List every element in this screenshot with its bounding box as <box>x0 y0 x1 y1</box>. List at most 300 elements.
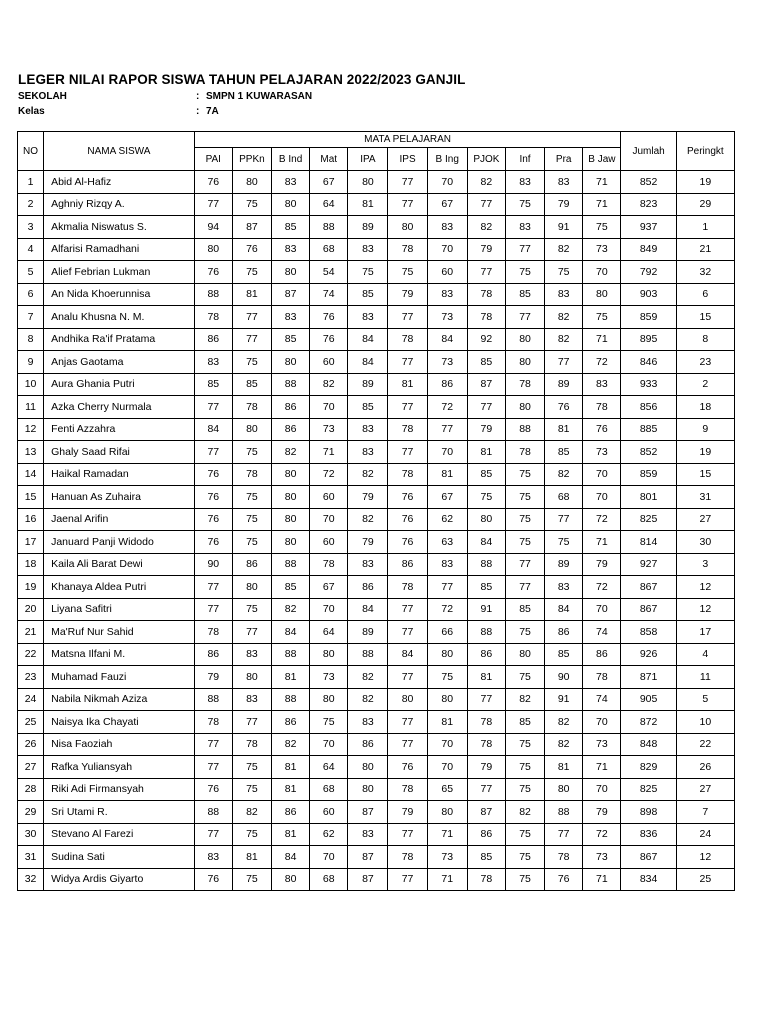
cell-score: 81 <box>388 373 427 396</box>
cell-score: 83 <box>505 216 544 239</box>
cell-jumlah: 825 <box>621 778 676 801</box>
cell-score: 64 <box>310 621 348 644</box>
cell-score: 88 <box>467 553 505 576</box>
table-row <box>18 328 735 351</box>
cell-score: 87 <box>467 373 505 396</box>
cell-score: 75 <box>505 846 544 869</box>
cell-score: 82 <box>545 463 583 486</box>
cell-score: 75 <box>505 508 544 531</box>
cell-score: 91 <box>545 688 583 711</box>
meta-school-value: SMPN 1 KUWARASAN <box>206 91 313 102</box>
cell-score: 75 <box>232 531 271 554</box>
meta-school <box>18 91 312 102</box>
cell-score: 76 <box>194 171 232 194</box>
cell-score: 87 <box>348 801 388 824</box>
cell-score: 75 <box>232 193 271 216</box>
cell-score: 72 <box>310 463 348 486</box>
cell-name: Jaenal Arifin <box>44 508 195 531</box>
cell-jumlah: 933 <box>621 373 676 396</box>
cell-score: 77 <box>194 598 232 621</box>
cell-no: 1 <box>18 171 44 194</box>
cell-score: 64 <box>310 193 348 216</box>
cell-score: 86 <box>272 418 310 441</box>
cell-jumlah: 792 <box>621 261 676 284</box>
cell-no: 2 <box>18 193 44 216</box>
cell-score: 74 <box>583 688 621 711</box>
cell-score: 70 <box>427 733 467 756</box>
cell-jumlah: 848 <box>621 733 676 756</box>
cell-score: 76 <box>194 486 232 509</box>
cell-score: 77 <box>467 396 505 419</box>
cell-peringkat: 15 <box>676 306 734 329</box>
cell-score: 91 <box>467 598 505 621</box>
cell-score: 71 <box>583 193 621 216</box>
cell-score: 85 <box>348 396 388 419</box>
cell-score: 82 <box>545 328 583 351</box>
cell-score: 80 <box>348 171 388 194</box>
cell-score: 75 <box>232 756 271 779</box>
cell-score: 85 <box>272 216 310 239</box>
cell-score: 81 <box>272 823 310 846</box>
cell-score: 81 <box>232 283 271 306</box>
cell-score: 68 <box>310 778 348 801</box>
cell-score: 85 <box>467 846 505 869</box>
meta-class-sep: : <box>196 106 200 117</box>
cell-score: 92 <box>467 328 505 351</box>
cell-score: 76 <box>583 418 621 441</box>
cell-name: Khanaya Aldea Putri <box>44 576 195 599</box>
cell-peringkat: 17 <box>676 621 734 644</box>
cell-score: 66 <box>427 621 467 644</box>
cell-peringkat: 5 <box>676 688 734 711</box>
cell-score: 86 <box>194 643 232 666</box>
cell-name: Ghaly Saad Rifai <box>44 441 195 464</box>
cell-score: 70 <box>310 396 348 419</box>
cell-score: 84 <box>545 598 583 621</box>
cell-score: 82 <box>545 238 583 261</box>
cell-score: 75 <box>348 261 388 284</box>
cell-score: 83 <box>272 306 310 329</box>
cell-name: Sudina Sati <box>44 846 195 869</box>
table-row <box>18 576 735 599</box>
cell-score: 77 <box>505 576 544 599</box>
cell-score: 70 <box>310 508 348 531</box>
cell-jumlah: 867 <box>621 576 676 599</box>
cell-no: 14 <box>18 463 44 486</box>
cell-jumlah: 856 <box>621 396 676 419</box>
cell-no: 7 <box>18 306 44 329</box>
table-row <box>18 306 735 329</box>
cell-score: 79 <box>545 193 583 216</box>
cell-score: 76 <box>194 531 232 554</box>
cell-no: 23 <box>18 666 44 689</box>
cell-score: 71 <box>310 441 348 464</box>
cell-score: 76 <box>194 261 232 284</box>
header-jumlah: Jumlah <box>621 132 676 171</box>
cell-score: 78 <box>467 868 505 891</box>
table-row <box>18 868 735 891</box>
cell-score: 90 <box>545 666 583 689</box>
cell-peringkat: 11 <box>676 666 734 689</box>
cell-score: 82 <box>348 463 388 486</box>
cell-score: 81 <box>272 778 310 801</box>
cell-no: 31 <box>18 846 44 869</box>
table-row <box>18 846 735 869</box>
cell-score: 77 <box>232 621 271 644</box>
cell-score: 73 <box>583 846 621 869</box>
cell-score: 70 <box>427 238 467 261</box>
table-row <box>18 553 735 576</box>
cell-score: 80 <box>272 531 310 554</box>
cell-score: 80 <box>272 868 310 891</box>
cell-peringkat: 27 <box>676 778 734 801</box>
cell-score: 77 <box>232 328 271 351</box>
cell-score: 77 <box>194 756 232 779</box>
cell-score: 79 <box>583 553 621 576</box>
cell-jumlah: 849 <box>621 238 676 261</box>
cell-score: 78 <box>388 576 427 599</box>
cell-score: 84 <box>348 328 388 351</box>
cell-jumlah: 823 <box>621 193 676 216</box>
cell-peringkat: 7 <box>676 801 734 824</box>
meta-class-label: Kelas <box>18 106 45 117</box>
cell-name: Stevano Al Farezi <box>44 823 195 846</box>
cell-score: 77 <box>388 621 427 644</box>
cell-score: 70 <box>310 598 348 621</box>
cell-score: 75 <box>427 666 467 689</box>
cell-name: Januard Panji Widodo <box>44 531 195 554</box>
cell-score: 85 <box>505 598 544 621</box>
cell-score: 79 <box>467 238 505 261</box>
cell-no: 12 <box>18 418 44 441</box>
cell-score: 77 <box>388 441 427 464</box>
cell-peringkat: 30 <box>676 531 734 554</box>
cell-score: 68 <box>310 238 348 261</box>
cell-score: 64 <box>310 756 348 779</box>
cell-score: 83 <box>348 238 388 261</box>
cell-score: 87 <box>348 846 388 869</box>
cell-score: 85 <box>467 463 505 486</box>
cell-score: 77 <box>232 306 271 329</box>
cell-score: 79 <box>348 486 388 509</box>
cell-score: 77 <box>194 576 232 599</box>
cell-score: 82 <box>232 801 271 824</box>
cell-score: 85 <box>348 283 388 306</box>
cell-score: 79 <box>388 283 427 306</box>
cell-score: 85 <box>272 576 310 599</box>
cell-no: 30 <box>18 823 44 846</box>
cell-score: 70 <box>583 486 621 509</box>
cell-score: 68 <box>310 868 348 891</box>
cell-score: 77 <box>467 261 505 284</box>
cell-name: An Nida Khoerunnisa <box>44 283 195 306</box>
cell-score: 70 <box>583 463 621 486</box>
cell-score: 80 <box>272 463 310 486</box>
cell-jumlah: 898 <box>621 801 676 824</box>
cell-score: 77 <box>388 171 427 194</box>
cell-jumlah: 829 <box>621 756 676 779</box>
cell-jumlah: 852 <box>621 441 676 464</box>
cell-name: Kaila Ali Barat Dewi <box>44 553 195 576</box>
cell-score: 80 <box>505 328 544 351</box>
cell-score: 75 <box>232 778 271 801</box>
cell-score: 77 <box>388 396 427 419</box>
cell-score: 73 <box>427 306 467 329</box>
cell-score: 86 <box>272 396 310 419</box>
cell-score: 84 <box>427 328 467 351</box>
cell-score: 70 <box>427 171 467 194</box>
cell-score: 83 <box>427 553 467 576</box>
cell-score: 83 <box>348 441 388 464</box>
cell-score: 78 <box>232 463 271 486</box>
cell-score: 89 <box>545 553 583 576</box>
cell-score: 77 <box>194 441 232 464</box>
cell-score: 78 <box>388 238 427 261</box>
cell-score: 82 <box>348 666 388 689</box>
header-mata-pelajaran: MATA PELAJARAN <box>194 132 621 148</box>
cell-score: 78 <box>505 441 544 464</box>
cell-score: 71 <box>427 868 467 891</box>
cell-score: 86 <box>467 643 505 666</box>
cell-score: 82 <box>348 688 388 711</box>
cell-score: 77 <box>505 553 544 576</box>
header-peringkat: Peringkt <box>676 132 734 171</box>
cell-score: 81 <box>232 846 271 869</box>
cell-no: 29 <box>18 801 44 824</box>
cell-score: 74 <box>310 283 348 306</box>
cell-score: 75 <box>505 486 544 509</box>
cell-score: 76 <box>545 396 583 419</box>
cell-score: 75 <box>310 711 348 734</box>
cell-score: 81 <box>467 666 505 689</box>
header-subject: IPA <box>348 148 388 171</box>
cell-name: Azka Cherry Nurmala <box>44 396 195 419</box>
cell-peringkat: 4 <box>676 643 734 666</box>
cell-score: 75 <box>232 598 271 621</box>
cell-no: 17 <box>18 531 44 554</box>
cell-score: 81 <box>545 756 583 779</box>
cell-score: 88 <box>505 418 544 441</box>
cell-score: 83 <box>272 171 310 194</box>
cell-no: 18 <box>18 553 44 576</box>
grades-table <box>17 131 735 891</box>
cell-score: 75 <box>388 261 427 284</box>
meta-class <box>18 106 219 117</box>
cell-score: 80 <box>348 778 388 801</box>
table-row <box>18 373 735 396</box>
cell-score: 86 <box>545 621 583 644</box>
table-row <box>18 396 735 419</box>
cell-peringkat: 18 <box>676 396 734 419</box>
cell-score: 86 <box>467 823 505 846</box>
cell-score: 84 <box>467 531 505 554</box>
cell-score: 76 <box>388 756 427 779</box>
header-subject: Mat <box>310 148 348 171</box>
cell-jumlah: 927 <box>621 553 676 576</box>
cell-jumlah: 814 <box>621 531 676 554</box>
cell-score: 78 <box>388 328 427 351</box>
cell-score: 60 <box>427 261 467 284</box>
cell-score: 78 <box>467 283 505 306</box>
table-row <box>18 351 735 374</box>
cell-score: 86 <box>272 711 310 734</box>
cell-score: 83 <box>272 238 310 261</box>
cell-jumlah: 867 <box>621 598 676 621</box>
cell-score: 87 <box>272 283 310 306</box>
cell-score: 80 <box>348 756 388 779</box>
cell-no: 21 <box>18 621 44 644</box>
cell-score: 83 <box>348 823 388 846</box>
cell-score: 80 <box>232 576 271 599</box>
cell-score: 70 <box>583 261 621 284</box>
cell-score: 71 <box>583 328 621 351</box>
cell-score: 75 <box>505 823 544 846</box>
cell-score: 77 <box>388 823 427 846</box>
table-row <box>18 711 735 734</box>
cell-score: 77 <box>388 193 427 216</box>
header-subject: B Ind <box>272 148 310 171</box>
cell-score: 78 <box>388 778 427 801</box>
cell-score: 67 <box>427 193 467 216</box>
cell-score: 82 <box>348 508 388 531</box>
cell-score: 70 <box>310 733 348 756</box>
cell-score: 77 <box>505 306 544 329</box>
cell-score: 83 <box>348 418 388 441</box>
cell-score: 76 <box>194 778 232 801</box>
cell-score: 80 <box>467 508 505 531</box>
cell-score: 85 <box>272 328 310 351</box>
cell-score: 74 <box>583 621 621 644</box>
cell-score: 80 <box>505 351 544 374</box>
cell-name: Alfarisi Ramadhani <box>44 238 195 261</box>
cell-score: 77 <box>232 711 271 734</box>
cell-score: 85 <box>545 643 583 666</box>
meta-school-sep: : <box>196 91 200 102</box>
cell-score: 77 <box>467 193 505 216</box>
table-row <box>18 531 735 554</box>
table-row <box>18 756 735 779</box>
table-row <box>18 508 735 531</box>
cell-peringkat: 1 <box>676 216 734 239</box>
cell-score: 73 <box>427 846 467 869</box>
cell-score: 77 <box>545 351 583 374</box>
cell-score: 75 <box>505 733 544 756</box>
cell-score: 80 <box>545 778 583 801</box>
cell-score: 75 <box>505 666 544 689</box>
table-row <box>18 621 735 644</box>
cell-jumlah: 937 <box>621 216 676 239</box>
table-row <box>18 666 735 689</box>
cell-name: Ma'Ruf Nur Sahid <box>44 621 195 644</box>
cell-peringkat: 19 <box>676 171 734 194</box>
cell-score: 75 <box>505 531 544 554</box>
cell-peringkat: 12 <box>676 846 734 869</box>
cell-score: 87 <box>348 868 388 891</box>
cell-jumlah: 867 <box>621 846 676 869</box>
cell-score: 83 <box>505 171 544 194</box>
cell-no: 4 <box>18 238 44 261</box>
table-row <box>18 598 735 621</box>
cell-name: Analu Khusna N. M. <box>44 306 195 329</box>
cell-score: 76 <box>545 868 583 891</box>
cell-score: 78 <box>583 666 621 689</box>
cell-name: Aghniy Rizqy A. <box>44 193 195 216</box>
cell-jumlah: 895 <box>621 328 676 351</box>
meta-class-value: 7A <box>206 106 219 117</box>
cell-score: 88 <box>545 801 583 824</box>
cell-score: 73 <box>583 733 621 756</box>
cell-score: 77 <box>427 418 467 441</box>
cell-score: 82 <box>505 801 544 824</box>
cell-score: 75 <box>545 261 583 284</box>
cell-score: 83 <box>545 283 583 306</box>
cell-score: 77 <box>194 733 232 756</box>
cell-score: 89 <box>348 216 388 239</box>
cell-peringkat: 32 <box>676 261 734 284</box>
cell-peringkat: 6 <box>676 283 734 306</box>
cell-score: 78 <box>467 306 505 329</box>
cell-no: 13 <box>18 441 44 464</box>
cell-score: 67 <box>427 486 467 509</box>
header-no: NO <box>18 132 44 171</box>
cell-score: 89 <box>348 621 388 644</box>
cell-score: 70 <box>583 778 621 801</box>
cell-score: 77 <box>194 193 232 216</box>
cell-score: 77 <box>467 688 505 711</box>
cell-score: 83 <box>427 283 467 306</box>
cell-score: 83 <box>545 576 583 599</box>
cell-score: 80 <box>505 643 544 666</box>
cell-score: 70 <box>583 598 621 621</box>
cell-score: 85 <box>505 711 544 734</box>
cell-score: 82 <box>310 373 348 396</box>
cell-score: 88 <box>194 801 232 824</box>
table-row <box>18 283 735 306</box>
cell-score: 78 <box>232 396 271 419</box>
cell-score: 77 <box>194 823 232 846</box>
cell-no: 10 <box>18 373 44 396</box>
cell-score: 83 <box>427 216 467 239</box>
cell-score: 83 <box>545 171 583 194</box>
cell-score: 71 <box>583 531 621 554</box>
table-row <box>18 801 735 824</box>
cell-no: 3 <box>18 216 44 239</box>
cell-peringkat: 23 <box>676 351 734 374</box>
cell-score: 75 <box>505 778 544 801</box>
cell-score: 77 <box>388 351 427 374</box>
cell-score: 78 <box>388 463 427 486</box>
cell-jumlah: 872 <box>621 711 676 734</box>
cell-name: Haikal Ramadan <box>44 463 195 486</box>
cell-score: 80 <box>388 216 427 239</box>
cell-score: 82 <box>545 306 583 329</box>
cell-score: 60 <box>310 531 348 554</box>
cell-score: 84 <box>348 598 388 621</box>
cell-no: 9 <box>18 351 44 374</box>
cell-score: 60 <box>310 351 348 374</box>
cell-no: 26 <box>18 733 44 756</box>
cell-peringkat: 8 <box>676 328 734 351</box>
cell-name: Aura Ghania Putri <box>44 373 195 396</box>
table-row <box>18 238 735 261</box>
header-subject: PPKn <box>232 148 271 171</box>
header-subject: B Ing <box>427 148 467 171</box>
cell-score: 76 <box>388 508 427 531</box>
cell-score: 81 <box>545 418 583 441</box>
cell-score: 87 <box>232 216 271 239</box>
cell-score: 78 <box>194 711 232 734</box>
cell-score: 88 <box>272 373 310 396</box>
